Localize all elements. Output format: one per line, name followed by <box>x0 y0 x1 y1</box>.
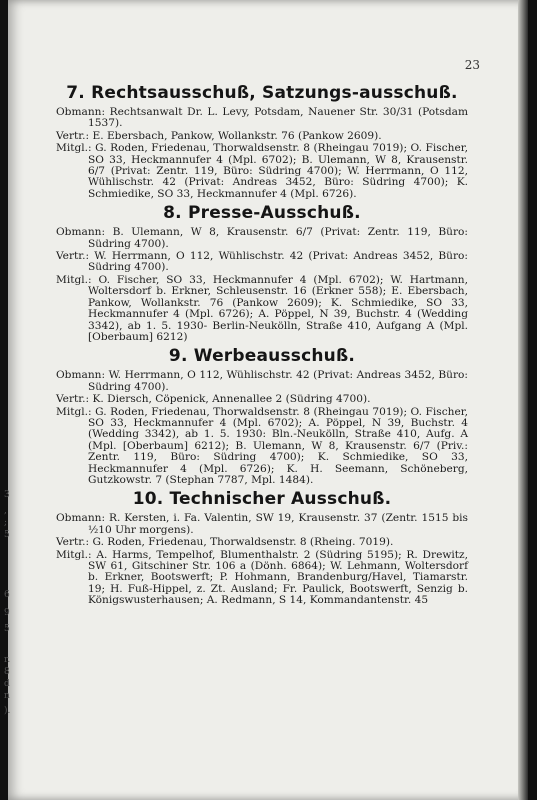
entry-obmann <box>56 370 468 393</box>
entry-text: G. Roden, Friedenau, Thorwaldsenstr. 8 (Rheing. 7019). <box>92 536 394 549</box>
entry-label: Mitgl.: <box>56 142 92 155</box>
entry-obmann <box>56 513 468 536</box>
entry-label: Vertr.: <box>56 393 90 406</box>
entry-label: Vertr.: <box>56 129 90 142</box>
entry-label: Mitgl.: <box>56 405 92 418</box>
entry-label: Obmann: <box>56 106 106 118</box>
margin-mark: 9 <box>4 608 10 618</box>
margin-mark: 8 <box>4 667 10 677</box>
section-presse-ausschuss <box>56 204 468 343</box>
margin-mark: n <box>4 691 10 701</box>
entry-text: G. Roden, Friedenau, Thorwaldsenstr. 8 (Rheingau 7019); O. Fischer, SO 33, Heckmannufer 4 (Mpl. 6702); B. Ulemann, W 8, Krausenstr. 6/7 (Privat: Zentr. 119, Büro: Südring 4700); W. Herrmann, O 112, Wühlischstr. 42 (Privat: Andreas 3452, Büro: Südring 4700); K. Schmiedike, SO 33, Heckmannufer 4 (Mpl. 6726). <box>88 142 468 200</box>
entry-obmann <box>56 227 468 250</box>
margin-mark: 3 <box>4 490 10 500</box>
entry-obmann <box>56 107 468 130</box>
entry-text: A. Harms, Tempelhof, Blumenthalstr. 2 (Südring 5195); R. Drewitz, SW 61, Gitschiner Str. 106 a (Dönh. 6864); W. Lehmann, Woltersdorf b. Erkner, Bootswerft; P. Hohmann, Brandenburg/Havel, Tiamarstr. 19; H. Fuß-Hippel, z. Zt. Ausland; Fr. Paulick, Bootswerft, Senzig b. Königswusterhausen; A. Redmann, S 14, Kommandantenstr. 45 <box>88 548 469 607</box>
entry-text: E. Ebersbach, Pankow, Wollankstr. 76 (Pankow 2609). <box>92 129 382 142</box>
section-heading: 10. Technischer Ausschuß. <box>132 489 392 510</box>
page-edge-shadow <box>518 0 528 800</box>
margin-mark: r. <box>4 655 11 665</box>
entry-text: B. Ulemann, W 8, Krausenstr. 6/7 (Privat: Zentr. 119, Büro: Südring 4700). <box>88 226 468 250</box>
entry-mitglieder <box>56 275 468 343</box>
entry-text: Rechtsanwalt Dr. L. Levy, Potsdam, Nauener Str. 30/31 (Potsdam 1537). <box>88 106 469 130</box>
entry-label: Vertr.: <box>56 536 90 549</box>
entry-text: O. Fischer, SO 33, Heckmannufer 4 (Mpl. 6702); W. Hartmann, Woltersdorf b. Erkner, Schleusenstr. 16 (Erkner 558); E. Ebersbach, Pankow, Wollankstr. 76 (Pankow 2609); K. Schmiedike, SO 33, Heckmannufer 4 (Mpl. 6726); A. Pöppel, N 39, Buchstr. 4 (Wedding 3342), ab 1. 5. 1930- Berlin-Neukölln, Straße 410, Aufgang A (Mpl. [Oberbaum] 6212) <box>88 273 468 343</box>
entry-text: G. Roden, Friedenau, Thorwaldsenstr. 8 (Rheingau 7019); O. Fischer, SO 33, Heckmannufer 4 (Mpl. 6702); A. Pöppel, N 39, Buchstr. 4 (Wedding 3342), ab 1. 5. 1930: Bln.-Neukölln, Straße 410, Aufg. A (Mpl. [Oberbaum] 6212); B. Ulemann, W 8, Krausenstr. 6/7 (Priv.: Zentr. 119, Büro: Südring 4700); K. Schmiedike, SO 33, Heckmannufer 4 (Mpl. 6726); K. H. Seemann, Schöneberg, Gutzkowstr. 7 (Stephan 7787, Mpl. 1484). <box>88 405 468 486</box>
margin-mark: 5 <box>4 530 10 540</box>
margin-mark: ). <box>4 706 11 716</box>
entry-text: W. Herrmann, O 112, Wühlischstr. 42 (Privat: Andreas 3452, Büro: Südring 4700). <box>88 250 468 274</box>
entry-label: Mitgl.: <box>56 548 92 561</box>
book-page <box>8 0 528 800</box>
entry-vertreter <box>56 537 468 548</box>
entry-label: Obmann: <box>56 369 106 382</box>
entry-text: K. Diersch, Cöpenick, Annenallee 2 (Südring 4700). <box>92 393 371 406</box>
section-technischer-ausschuss <box>56 490 468 606</box>
margin-mark: 5 <box>4 624 10 634</box>
entry-mitglieder <box>56 407 468 487</box>
entry-vertreter <box>56 394 468 405</box>
entry-label: Mitgl.: <box>56 273 92 286</box>
entry-label: Vertr.: <box>56 250 90 263</box>
margin-mark: ; <box>4 518 8 528</box>
section-heading: 9. Werbeausschuß. <box>168 346 356 367</box>
entry-vertreter <box>56 251 468 274</box>
entry-mitglieder <box>56 550 468 607</box>
margin-mark: , <box>4 506 7 516</box>
section-werbeausschuss <box>56 347 468 486</box>
entry-mitglieder <box>56 143 468 200</box>
entry-text: W. Herrmann, O 112, Wühlischstr. 42 (Privat: Andreas 3452, Büro: Südring 4700). <box>88 369 468 393</box>
entry-vertreter <box>56 131 468 142</box>
page-number: 23 <box>464 58 480 72</box>
entry-label: Obmann: <box>56 226 106 239</box>
page-content <box>56 80 468 608</box>
facing-page-margin <box>0 0 24 800</box>
section-heading: 7. Rechtsausschuß, Satzungs-ausschuß. <box>66 83 458 103</box>
margin-mark: 6 <box>4 590 10 600</box>
section-heading: 8. Presse-Ausschuß. <box>163 203 361 224</box>
section-rechtsausschuss <box>56 84 468 200</box>
entry-label: Obmann: <box>56 512 106 525</box>
entry-text: R. Kersten, i. Fa. Valentin, SW 19, Krausenstr. 37 (Zentr. 1515 bis ½10 Uhr morgens). <box>88 512 468 536</box>
margin-mark: d <box>4 679 10 689</box>
